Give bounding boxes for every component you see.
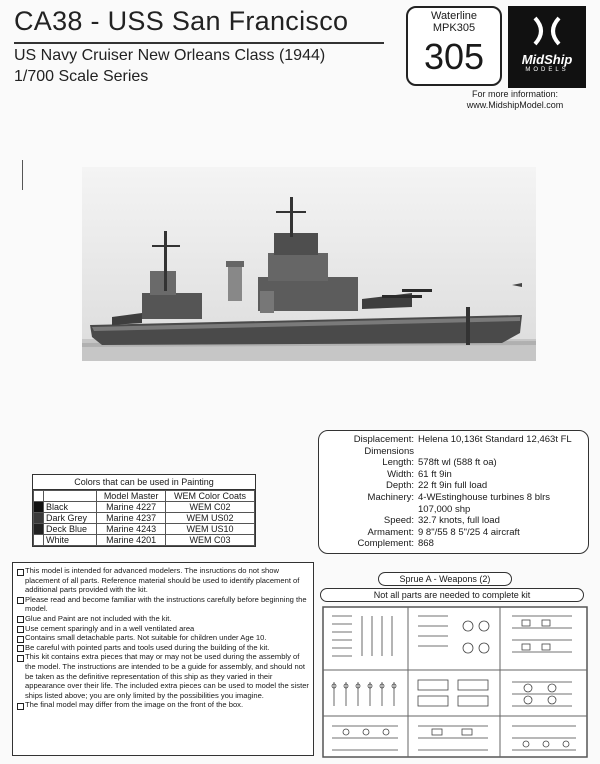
- color-name: Deck Blue: [44, 524, 97, 535]
- colors-caption: Colors that can be used in Painting: [33, 475, 255, 490]
- ship-photo: [82, 167, 536, 361]
- spec-row: [323, 504, 588, 516]
- spec-label: Width:: [387, 468, 414, 480]
- sprue-note: Not all parts are needed to complete kit: [320, 588, 584, 602]
- scale-series: 1/700 Scale Series: [14, 68, 149, 85]
- wem-code: WEM US10: [165, 524, 254, 535]
- colors-header-row: [34, 491, 255, 502]
- color-name: Dark Grey: [44, 513, 97, 524]
- kit-subtitle: US Navy Cruiser New Orleans Class (1944): [14, 47, 326, 64]
- spec-row: [323, 527, 588, 539]
- spec-value: 4-WEstinghouse turbines 8 blrs: [418, 491, 551, 503]
- spec-label: [323, 504, 418, 516]
- model-master-code: Marine 4201: [97, 535, 166, 546]
- wem-code: WEM C02: [165, 502, 254, 513]
- spec-row: [323, 469, 588, 481]
- spec-label: Displacement:: [353, 434, 414, 445]
- instructions-notes: [12, 562, 314, 756]
- wem-code: WEM C03: [165, 535, 254, 546]
- spec-label: Depth:: [386, 480, 414, 492]
- color-swatch: [34, 502, 44, 513]
- specs-panel: [318, 430, 589, 554]
- spec-value: Helena 10,136t Standard 12,463t FL: [418, 434, 572, 445]
- kit-number: 305: [423, 36, 485, 77]
- note-item: Be careful with pointed parts and tools used during the building of the kit.: [17, 643, 309, 653]
- more-info-label: For more information:: [471, 89, 559, 99]
- spec-value: 61 ft 9in: [418, 468, 452, 480]
- logo-brand: MidShip: [521, 52, 573, 67]
- spec-row: [323, 492, 588, 504]
- margin-mark: [22, 160, 23, 190]
- spec-label: Armament:: [367, 526, 414, 538]
- color-swatch: [34, 535, 44, 546]
- model-master-code: Marine 4243: [97, 524, 166, 535]
- colors-table: [32, 474, 256, 547]
- spec-row: [323, 480, 588, 492]
- note-item: Glue and Paint are not included with the kit.: [17, 614, 309, 624]
- logo-mark-icon: [529, 14, 565, 48]
- spec-row: [323, 434, 588, 446]
- note-item: This kit contains extra pieces that may or may not be used during the assembly of the model. The instructions are intended to be a guide for assembly, and should not be taken as the definitive representation of this ship as they varied in their appearance over their life. The included extra pieces can be used to model the sister ships listed above; you are only limited by the possibilities you imagine.: [17, 652, 309, 700]
- spec-label: Speed:: [383, 515, 414, 527]
- kit-number-box: [406, 6, 502, 86]
- note-item: Use cement sparingly and in a well ventilated area: [17, 624, 309, 634]
- note-item: The final model may differ from the image on the front of the box.: [17, 700, 309, 710]
- note-item: This model is intended for advanced modelers. The insructions do not show placement of all parts. Reference material should be used to identify placement of additional parts provided with the kit.: [17, 566, 309, 595]
- more-info: [440, 89, 590, 111]
- spec-row: [323, 446, 588, 458]
- model-master-code: Marine 4227: [97, 502, 166, 513]
- logo-models: MODELS: [525, 67, 569, 73]
- color-row: [34, 535, 255, 546]
- waterline-label: Waterline: [430, 10, 478, 22]
- color-row: [34, 524, 255, 535]
- title-rule: [14, 42, 384, 44]
- spec-row: [323, 457, 588, 469]
- name-header: [44, 491, 97, 502]
- spec-label: Dimensions: [364, 445, 414, 457]
- spec-value: 107,000 shp: [418, 503, 471, 515]
- sprue-title: Sprue A - Weapons (2): [378, 572, 512, 586]
- spec-value: [418, 446, 588, 458]
- wem-code: WEM US02: [165, 513, 254, 524]
- color-name: Black: [44, 502, 97, 513]
- kit-code: MPK305: [432, 22, 476, 34]
- color-swatch: [34, 513, 44, 524]
- spec-row: [323, 515, 588, 527]
- spec-value: 9 8"/55 8 5"/25 4 aircraft: [418, 526, 520, 538]
- kit-title: CA38 - USS San Francisco: [14, 6, 349, 36]
- spec-value: 22 ft 9in full load: [418, 480, 488, 492]
- model-master-header: Model Master: [97, 491, 166, 502]
- swatch-header: [34, 491, 44, 502]
- spec-value: 32.7 knots, full load: [418, 515, 500, 527]
- color-row: [34, 513, 255, 524]
- model-master-code: Marine 4237: [97, 513, 166, 524]
- note-item: Contains small detachable parts. Not suitable for children under Age 10.: [17, 633, 309, 643]
- wem-header: WEM Color Coats: [165, 491, 254, 502]
- spec-value: 578ft wl (588 ft oa): [418, 457, 497, 469]
- color-swatch: [34, 524, 44, 535]
- midship-logo: [508, 6, 586, 88]
- spec-label: Complement:: [357, 538, 414, 550]
- website-link[interactable]: www.MidshipModel.com: [466, 100, 564, 110]
- color-row: [34, 502, 255, 513]
- spec-value: 868: [418, 538, 434, 550]
- color-name: White: [44, 535, 97, 546]
- note-item: Please read and become familiar with the instructions carefully before beginning the model.: [17, 595, 309, 614]
- spec-row: [323, 538, 588, 550]
- spec-label: Length:: [382, 457, 414, 469]
- sprue-diagram: [322, 606, 588, 758]
- spec-label: Machinery:: [367, 491, 414, 503]
